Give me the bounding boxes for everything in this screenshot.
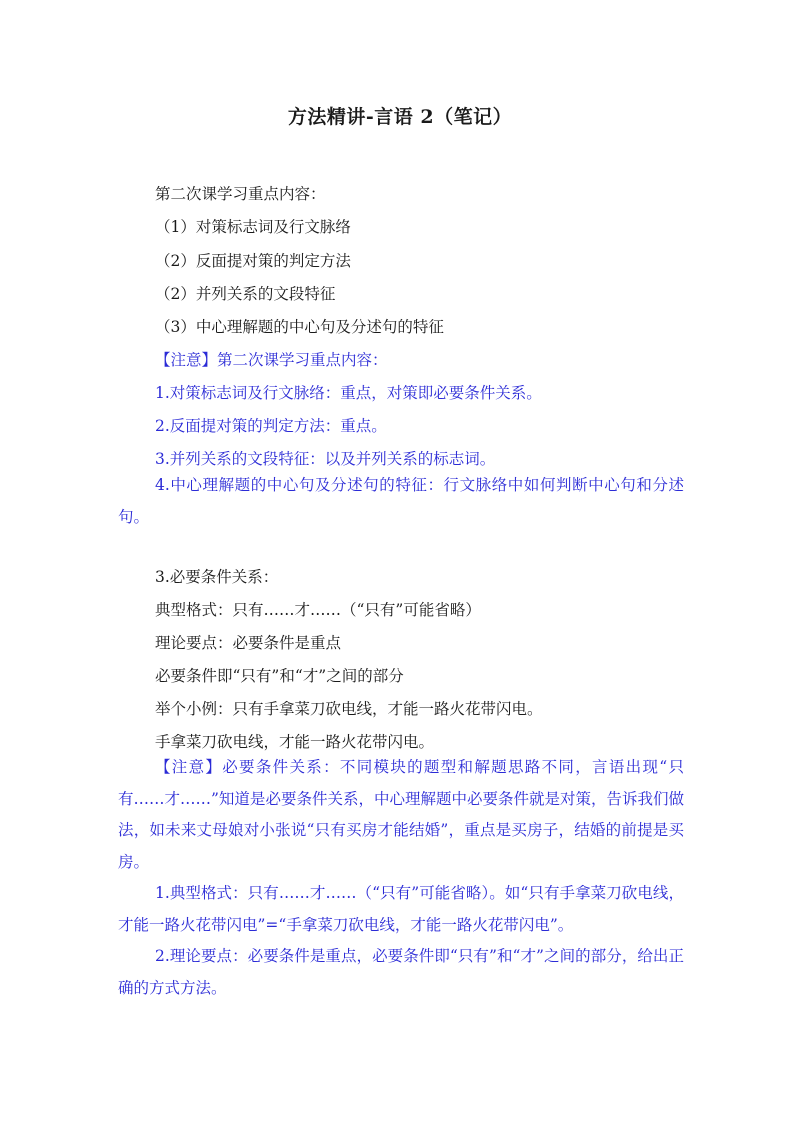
list-item: （2）并列关系的文段特征: [155, 285, 336, 303]
list-item: （2）反面提对策的判定方法: [155, 252, 351, 270]
list-item: （1）对策标志词及行文脉络: [155, 218, 351, 236]
text-line: 手拿菜刀砍电线，才能一路火花带闪电。: [155, 733, 435, 751]
note-point: 1.典型格式：只有……才……（“只有”可能省略）。如“只有手拿菜刀砍电线，才能一路火花带闪电”=“手拿菜刀砍电线，才能一路火花带闪电”。: [118, 884, 684, 934]
text-line: 必要条件即“只有”和“才”之间的部分: [155, 667, 404, 685]
section1-heading: 第二次课学习重点内容：: [155, 185, 326, 203]
note-heading: 【注意】第二次课学习重点内容：: [155, 351, 388, 369]
text-line: 典型格式：只有……才……（“只有”可能省略）: [155, 601, 481, 619]
note-item: 4.中心理解题的中心句及分述句的特征：行文脉络中如何判断中心句和分述句。: [118, 476, 684, 526]
note-item: 1.对策标志词及行文脉络：重点，对策即必要条件关系。: [155, 384, 542, 402]
page-title: 方法精讲-言语 2（笔记）: [287, 106, 513, 128]
section2-heading: 3.必要条件关系：: [155, 568, 279, 586]
note-item: 2.反面提对策的判定方法：重点。: [155, 417, 387, 435]
text-line: 举个小例：只有手拿菜刀砍电线，才能一路火花带闪电。: [155, 700, 543, 718]
note-paragraph: 【注意】必要条件关系：不同模块的题型和解题思路不同，言语出现“只有……才……”知道是必要条件关系，中心理解题中必要条件就是对策，告诉我们做法，如未来丈母娘对小张说“只有买房才能结婚”，重点是买房子，结婚的前提是买房。: [118, 758, 684, 871]
note-item: 3.并列关系的文段特征：以及并列关系的标志词。: [155, 450, 496, 468]
note-point: 2.理论要点：必要条件是重点，必要条件即“只有”和“才”之间的部分，给出正确的方式方法。: [118, 947, 684, 997]
list-item: （3）中心理解题的中心句及分述句的特征: [155, 318, 444, 336]
text-line: 理论要点：必要条件是重点: [155, 634, 342, 652]
